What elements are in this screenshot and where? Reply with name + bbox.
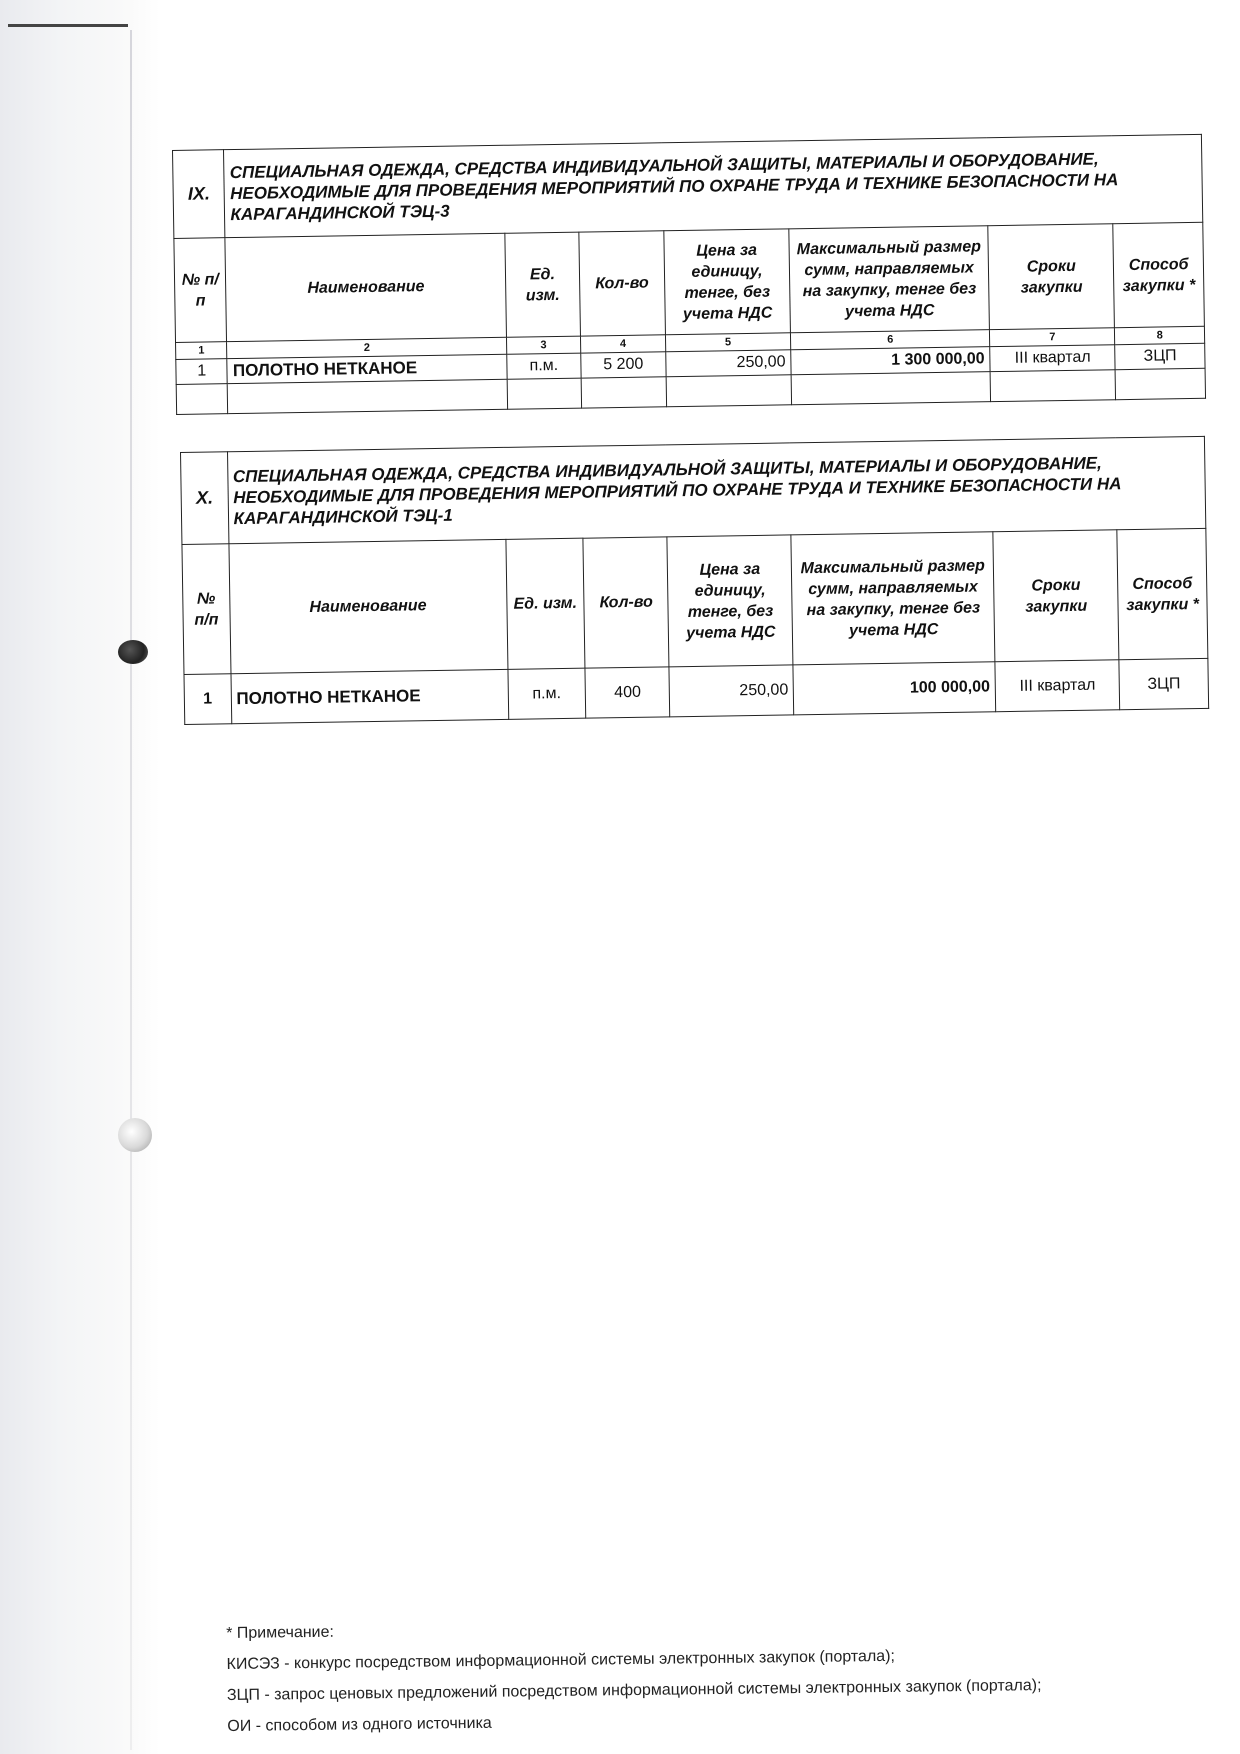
header-no: № п/п	[174, 238, 227, 343]
corner-mark	[8, 24, 128, 27]
section-title: СПЕЦИАЛЬНАЯ ОДЕЖДА, СРЕДСТВА ИНДИВИДУАЛЬНОЙ ЗАЩИТЫ, МАТЕРИАЛЫ И ОБОРУДОВАНИЕ, НЕОБХОДИМЫЕ ДЛЯ ПРОВЕДЕНИЯ МЕРОПРИЯТИЙ ПО ОХРАНЕ ТРУДА И ТЕХНИКЕ БЕЗОПАСНОСТИ НА КАРАГАНДИНСКОЙ ТЭЦ-1	[227, 436, 1206, 543]
row-max-amount: 100 000,00	[793, 662, 995, 715]
row-term: III квартал	[995, 660, 1120, 712]
row-unit: п.м.	[508, 668, 586, 719]
header-max-amount: Максимальный размер сумм, направляемых на закупку, тенге без учета НДС	[791, 532, 995, 665]
row-no: 1	[176, 359, 228, 385]
column-index: 5	[665, 333, 791, 352]
row-qty: 400	[585, 667, 670, 718]
row-unit: п.м.	[507, 353, 581, 379]
header-unit: Ед. изм.	[505, 232, 580, 337]
footnote-line: КИСЭЗ - конкурс посредством информационной системы электронных закупок (портала);	[226, 1647, 896, 1673]
header-name: Наименование	[228, 539, 507, 673]
row-qty: 5 200	[581, 352, 666, 378]
column-index: 3	[507, 336, 581, 354]
header-term: Сроки закупки	[993, 530, 1119, 662]
section-number: IX.	[173, 150, 226, 239]
binding-hole-bottom	[118, 1118, 152, 1152]
column-index: 2	[227, 337, 507, 358]
header-method: Способ закупки *	[1113, 222, 1204, 327]
header-qty: Кол-во	[579, 231, 666, 336]
column-index: 7	[990, 328, 1116, 347]
footnote-line: ОИ - способом из одного источника	[227, 1714, 492, 1735]
header-term: Сроки закупки	[988, 224, 1115, 330]
column-index: 4	[580, 335, 665, 353]
row-max-amount: 1 300 000,00	[791, 347, 990, 375]
header-max-amount: Максимальный размер сумм, направляемых на закупку, тенге без учета НДС	[789, 226, 990, 333]
row-term: III квартал	[990, 345, 1116, 372]
fold-line	[130, 30, 132, 1750]
section-ix-table	[172, 134, 1206, 415]
column-index: 1	[176, 342, 228, 360]
header-unit: Ед. изм.	[505, 538, 585, 669]
section-title: СПЕЦИАЛЬНАЯ ОДЕЖДА, СРЕДСТВА ИНДИВИДУАЛЬНОЙ ЗАЩИТЫ, МАТЕРИАЛЫ И ОБОРУДОВАНИЕ, НЕОБХОДИМЫЕ ДЛЯ ПРОВЕДЕНИЯ МЕРОПРИЯТИЙ ПО ОХРАНЕ ТРУДА И ТЕХНИКЕ БЕЗОПАСНОСТИ НА КАРАГАНДИНСКОЙ ТЭЦ-3	[224, 134, 1203, 237]
column-index: 8	[1115, 326, 1205, 344]
section-x-table	[180, 436, 1209, 725]
row-price: 250,00	[666, 350, 792, 377]
row-method: ЗЦП	[1115, 343, 1205, 369]
column-index: 6	[791, 330, 990, 350]
footnote-title: * Примечание:	[226, 1623, 335, 1642]
row-name: ПОЛОТНО НЕТКАНОЕ	[227, 354, 507, 383]
row-name: ПОЛОТНО НЕТКАНОЕ	[231, 669, 509, 723]
section-x-table-block	[180, 436, 1209, 725]
header-qty: Кол-во	[583, 537, 669, 668]
header-price: Цена за единицу, тенге, без учета НДС	[667, 535, 793, 667]
footnote	[226, 1606, 1217, 1742]
footnote-line: ЗЦП - запрос ценовых предложений посредством информационной системы электронных закупок (портала);	[226, 1677, 1042, 1704]
header-method: Способ закупки *	[1117, 528, 1208, 659]
row-method: ЗЦП	[1119, 658, 1209, 709]
binding-hole-top	[118, 640, 148, 664]
row-price: 250,00	[669, 665, 794, 717]
header-no: № п/п	[182, 544, 231, 675]
header-price: Цена за единицу, тенге, без учета НДС	[664, 229, 791, 335]
section-ix-table-block	[172, 134, 1206, 415]
section-number: X.	[181, 452, 229, 545]
row-no: 1	[184, 674, 231, 725]
header-name: Наименование	[225, 233, 506, 341]
